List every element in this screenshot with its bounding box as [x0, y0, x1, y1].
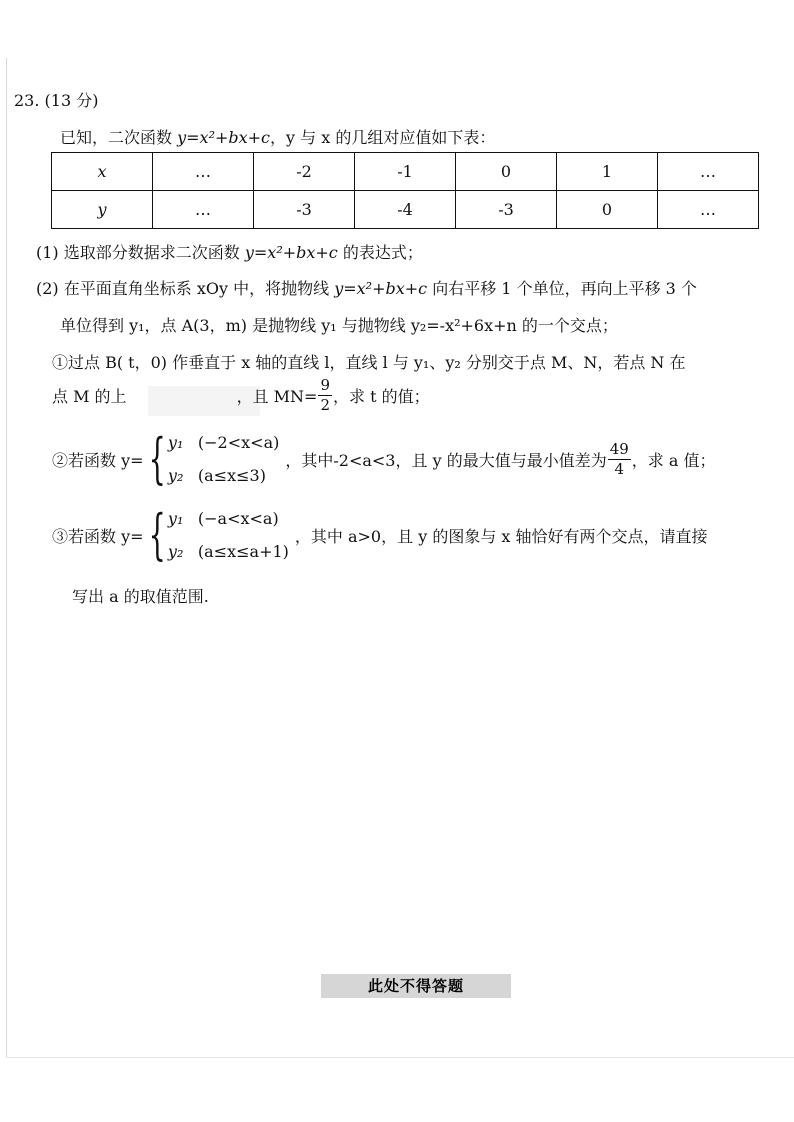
piecewise-case: [168, 466, 279, 485]
page-border-bottom: [6, 1057, 794, 1058]
sub-1-line-2: [52, 378, 430, 413]
left-brace-icon: {: [148, 503, 166, 566]
question-number: 23.: [14, 91, 40, 110]
table-cell: -2: [254, 153, 355, 191]
part-1-text: (1) 选取部分数据求二次函数: [36, 243, 245, 262]
table-cell: 1: [557, 153, 658, 191]
sub-3-prefix: ③若函数 y=: [52, 526, 144, 546]
fraction-numerator: 49: [609, 439, 629, 458]
piecewise-case: [168, 509, 289, 528]
table-cell: -1: [355, 153, 456, 191]
part-2-text: (2) 在平面直角坐标系 xOy 中，将抛物线: [36, 279, 335, 298]
case-condition: (−a<x<a): [197, 509, 279, 528]
case-function: y₂: [167, 542, 184, 561]
piecewise-function-3: [144, 503, 289, 566]
question-points: (13 分): [44, 91, 99, 110]
table-cell: …: [658, 153, 759, 191]
sub-2-text: ，其中-2<a<3，且 y 的最大值与最小值差为: [285, 450, 607, 470]
sub-1-text-2: ，且 MN=: [236, 387, 318, 406]
case-function: y₁: [167, 509, 184, 528]
part-2-equation: y=x²+bx+c: [334, 279, 428, 298]
table-header-y: y: [52, 191, 153, 229]
case-condition: (a≤x≤a+1): [197, 542, 289, 561]
sub-2-text-2: ，求 a 值；: [631, 450, 716, 470]
table-cell: …: [153, 153, 254, 191]
table-header-x: x: [52, 153, 153, 191]
part-1-equation: y=x²+bx+c: [244, 243, 338, 262]
sub-1-text-3: ，求 t 的值；: [333, 387, 430, 406]
table-cell: -3: [456, 191, 557, 229]
fraction-denominator: 2: [320, 396, 330, 414]
question-intro: [60, 125, 495, 148]
piecewise-case: [168, 542, 289, 561]
piecewise-case: [168, 433, 279, 452]
case-function: y₁: [167, 433, 184, 452]
piecewise-cases: [168, 509, 289, 561]
table-row: [52, 153, 759, 191]
sub-1-text: 点 M 的上: [52, 387, 127, 406]
table-cell: …: [658, 191, 759, 229]
sub-3-text: ，其中 a>0，且 y 的图象与 x 轴恰好有两个交点，请直接: [294, 526, 708, 546]
table-cell: …: [153, 191, 254, 229]
question-header: [14, 88, 98, 111]
table-cell: -4: [355, 191, 456, 229]
left-brace-icon: {: [148, 427, 166, 490]
no-answer-stamp: 此处不得答题: [321, 974, 511, 998]
table-row: [52, 191, 759, 229]
table-cell: 0: [557, 191, 658, 229]
case-condition: (−2<x<a): [197, 433, 280, 452]
part-2-line-1: [36, 276, 697, 299]
intro-text-2: ，y 与 x 的几组对应值如下表：: [270, 128, 496, 147]
sub-2: [52, 427, 716, 490]
piecewise-cases: [168, 433, 279, 485]
fraction-49-4: [608, 439, 631, 478]
part-2-line-2: 单位得到 y₁，点 A(3，m) 是抛物线 y₁ 与抛物线 y₂=-x²+6x+n 的一个交点；: [60, 316, 618, 335]
sub-2-prefix: ②若函数 y=: [52, 450, 144, 470]
sub-3-line-2: 写出 a 的取值范围.: [72, 587, 209, 606]
value-table: [51, 152, 759, 229]
page-border-left: [6, 58, 7, 1058]
intro-text: 已知，二次函数: [60, 128, 178, 147]
part-1-text-2: 的表达式；: [337, 243, 423, 262]
case-function: y₂: [167, 466, 184, 485]
part-2-text-2: 向右平移 1 个单位，再向上平移 3 个: [427, 279, 697, 298]
case-condition: (a≤x≤3): [197, 466, 266, 485]
sub-1-line-1: ①过点 B( t，0) 作垂直于 x 轴的直线 l，直线 l 与 y₁、y₂ 分别交于点 M、N，若点 N 在: [52, 353, 686, 372]
table-cell: -3: [254, 191, 355, 229]
fraction-denominator: 4: [608, 459, 631, 477]
fraction-numerator: 9: [320, 376, 330, 394]
table-cell: 0: [456, 153, 557, 191]
intro-equation: y=x²+bx+c: [177, 128, 271, 147]
piecewise-function-2: [144, 427, 280, 490]
sub-3: [52, 503, 708, 566]
fraction-9-2: [318, 378, 332, 413]
part-1: [36, 240, 423, 263]
